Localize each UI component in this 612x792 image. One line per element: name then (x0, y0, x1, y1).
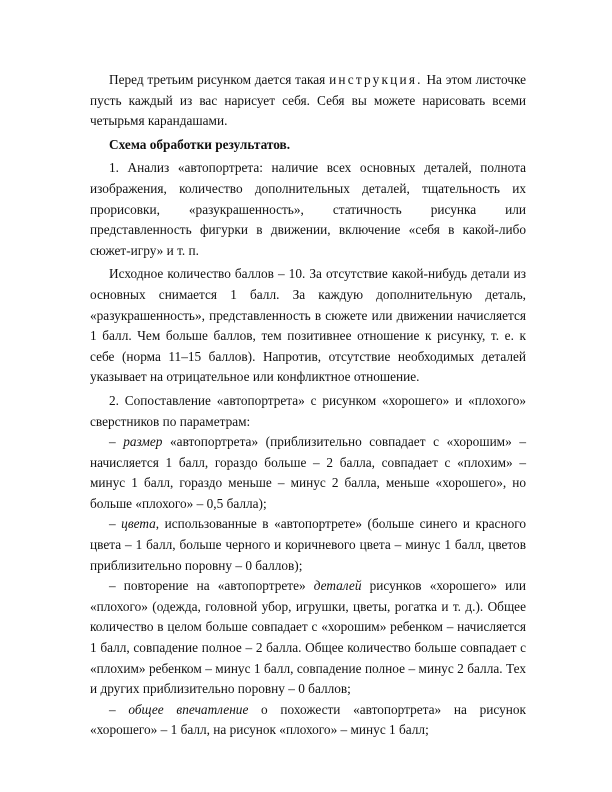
document-page (90, 70, 526, 741)
impression-parameter-paragraph: – общее впечатление о похожести «автопортрета» на рисунок «хорошего» – 1 балл, на рисунок «плохого» – минус 1 балл; (90, 701, 526, 738)
instruction-emphasis: инструкция. (329, 72, 423, 87)
item-2-paragraph: 2. Сопоставление «автопортрета» с рисунком «хорошего» и «плохого» сверстников по параметрам: (90, 392, 526, 429)
impression-term: общее впечатление (128, 701, 249, 717)
colors-term: цвета (121, 516, 156, 532)
section-heading: Схема обработки результатов. (109, 136, 291, 152)
scoring-paragraph: Исходное количество баллов – 10. За отсутствие какой-нибудь детали из основных снимается 1 балл. За каждую дополнительную деталь, «разукрашенность», представленность в сюжете или движении начисляется 1 балл. Чем больше баллов, тем позитивнее отношение к рисунку, т. е. к себе (норма 11–15 баллов). Напротив, отсутствие необходимых деталей указывает на отрицательное или конфликтное отношение. (90, 266, 526, 385)
size-parameter-paragraph: – размер «автопортрета» (приблизительно совпадает с «хорошим» – начисляется 1 балл, гораздо больше – 2 балла, совпадает с «плохим» – минус 1 балл, гораздо меньше – минус 2 балла, меньше «хорошего», но больше «плохого» – 0,5 балла); (90, 434, 526, 511)
item-1-paragraph: 1. Анализ «автопортрета: наличие всех основных деталей, полнота изображения, количество дополнительных деталей, тщательность их прорисовки, «разукрашенность», статичность рисунка или представленность фигурки в движении, включение «себя в какой-либо сюжет-игру» и т. п. (90, 160, 526, 258)
colors-parameter-paragraph: – цвета, использованные в «автопортрете» (больше синего и красного цвета – 1 балл, больше черного и коричневого цвета – минус 1 балл, цветов приблизительно поровну – 0 баллов); (90, 516, 526, 573)
instruction-paragraph: Перед третьим рисунком дается такая инструкция. На этом листочке пусть каждый из вас нарисует себя. Себя вы можете нарисовать всеми четырьмя карандашами. (90, 72, 526, 129)
size-term: размер (123, 434, 163, 450)
details-parameter-paragraph: – повторение на «автопортрете» деталей рисунков «хорошего» или «плохого» (одежда, головной убор, игрушки, цветы, рогатка и т. д.). Общее количество в целом больше совпадает с «хорошим» ребенком – начисляется 1 балл, совпадение полное – 2 балла. Общее количество больше совпадает с «плохим» ребенком – минус 1 балл, совпадение полное – минус 2 балла. Тех и других приблизительно поровну – 0 баллов; (90, 578, 526, 697)
details-term: деталей (313, 578, 362, 594)
